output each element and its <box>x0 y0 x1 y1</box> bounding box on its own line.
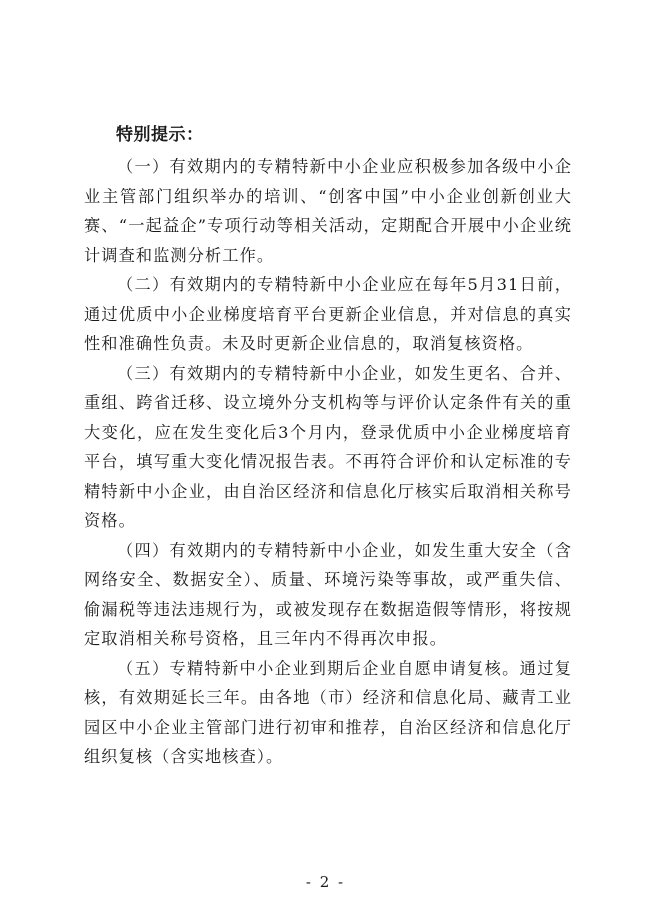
paragraph-4: （四）有效期内的专精特新中小企业，如发生重大安全（含网络安全、数据安全）、质量、环境污染等事故，或严重失信、偷漏税等违法违规行为，或被发现存在数据造假等情形，将按规定取消相关称号资格，且三年内不得再次申报。 <box>84 540 572 648</box>
paragraph-list <box>84 152 572 772</box>
section-heading: 特别提示： <box>116 125 204 145</box>
paragraph-3: （三）有效期内的专精特新中小企业，如发生更名、合并、重组、跨省迁移、设立境外分支机构等与评价认定条件有关的重大变化，应在发生变化后3个月内，登录优质中小企业梯度培育平台，填写重大变化情况报告表。不再符合评价和认定标准的专精特新中小企业，由自治区经济和信息化厅核实后取消相关称号资格。 <box>84 363 572 530</box>
paragraph-2: （二）有效期内的专精特新中小企业应在每年5月31日前，通过优质中小企业梯度培育平台更新企业信息，并对信息的真实性和准确性负责。未及时更新企业信息的，取消复核资格。 <box>84 275 572 353</box>
paragraph-5: （五）专精特新中小企业到期后企业自愿申请复核。通过复核，有效期延长三年。由各地（市）经济和信息化局、藏青工业园区中小企业主管部门进行初审和推荐，自治区经济和信息化厅组织复核（含实地核查）。 <box>84 658 572 766</box>
page-number: - 2 - <box>305 873 346 891</box>
paragraph-1: （一）有效期内的专精特新中小企业应积极参加各级中小企业主管部门组织举办的培训、“创客中国”中小企业创新创业大赛、“一起益企”专项行动等相关活动，定期配合开展中小企业统计调查和监测分析工作。 <box>84 157 572 265</box>
